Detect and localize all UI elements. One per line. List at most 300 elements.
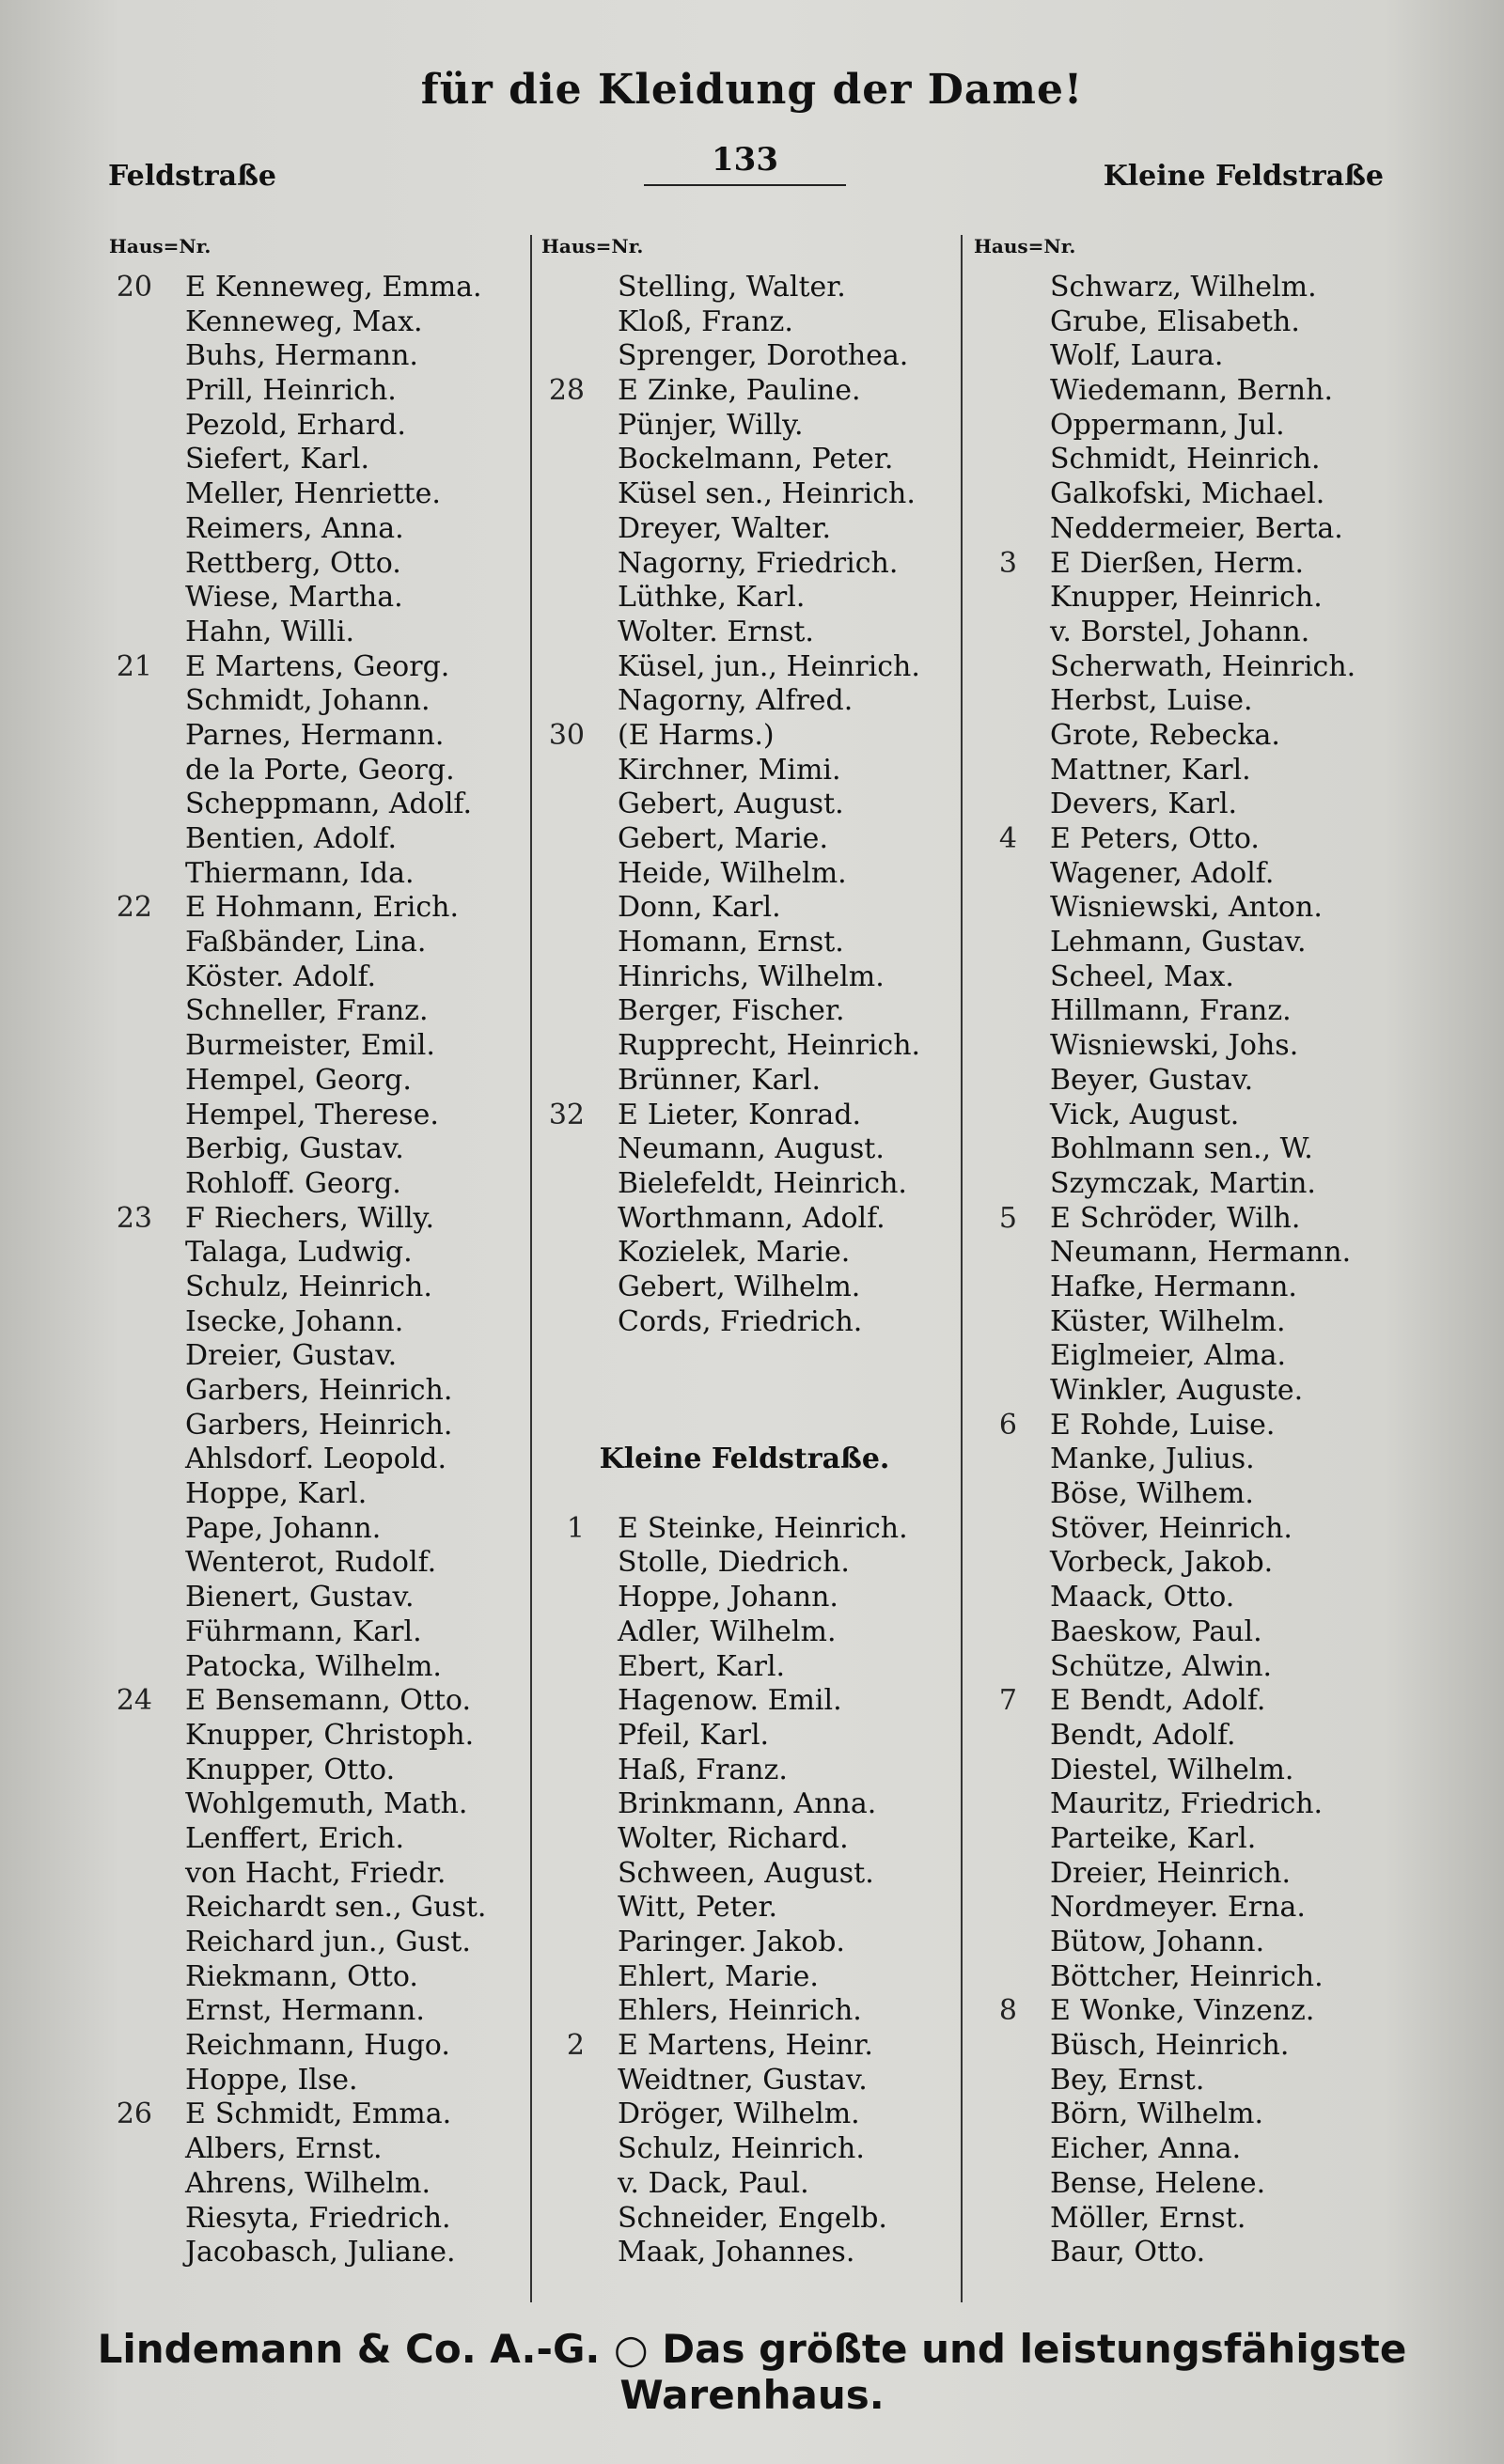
resident-name: Rettberg, Otto. (185, 546, 401, 580)
owner-marker: E (185, 649, 206, 683)
resident-entry (970, 305, 1384, 340)
resident-entry (538, 857, 951, 892)
resident-entry (970, 2098, 1384, 2132)
house-number: 4 (998, 822, 1017, 855)
resident-name: Weidtner, Gustav. (618, 2063, 868, 2097)
resident-name: Bendt, Adolf. (1050, 1718, 1236, 1752)
resident-entry (105, 684, 519, 719)
resident-name: Vick, August. (1050, 1098, 1240, 1131)
resident-name: Kozielek, Marie. (618, 1236, 851, 1270)
resident-entry (538, 650, 951, 685)
resident-entry (970, 1581, 1384, 1615)
resident-name: Dröger, Wilhelm. (618, 2098, 860, 2131)
resident-name: Faßbänder, Lina. (185, 926, 427, 959)
resident-name: Mauritz, Friedrich. (1050, 1787, 1324, 1821)
resident-name: Küsel sen., Heinrich. (618, 477, 916, 511)
page-number: 133 (644, 141, 846, 186)
resident-entry (105, 1822, 519, 1857)
resident-entry (105, 1202, 519, 1237)
resident-name: Hoppe, Ilse. (185, 2063, 358, 2097)
house-number: 21 (116, 649, 152, 683)
resident-entry (538, 1684, 951, 1719)
resident-entry (538, 754, 951, 788)
resident-entry (970, 1271, 1384, 1305)
resident-entry (970, 1167, 1384, 1202)
resident-name: Kenneweg, Max. (185, 304, 423, 338)
resident-entry (970, 788, 1384, 822)
resident-entry (538, 960, 951, 995)
resident-name: Scheel, Max. (1050, 959, 1234, 993)
resident-name: Wenterot, Rudolf. (185, 1546, 437, 1580)
resident-entry (105, 1684, 519, 1719)
owner-marker: E (618, 1511, 638, 1545)
resident-name: Dierßen, Herm. (1079, 546, 1305, 580)
resident-entry (970, 1546, 1384, 1581)
resident-name: Riechers, Willy. (213, 1201, 435, 1235)
resident-entry (105, 2064, 519, 2098)
resident-name: de la Porte, Georg. (185, 753, 455, 787)
resident-name: Baur, Otto. (1050, 2236, 1206, 2269)
spacer (538, 1477, 951, 1512)
resident-entry (105, 581, 519, 616)
resident-name: Möller, Ernst. (1050, 2201, 1246, 2235)
owner-marker: E (618, 374, 638, 408)
resident-entry (105, 339, 519, 374)
resident-name: Sprenger, Dorothea. (618, 339, 909, 373)
resident-entry (105, 2167, 519, 2202)
resident-entry (538, 2029, 951, 2064)
resident-name: Schneider, Engelb. (618, 2201, 887, 2235)
resident-name: Garbers, Heinrich. (185, 1374, 453, 1407)
resident-entry (105, 1443, 519, 1477)
resident-entry (105, 1271, 519, 1305)
resident-name: Riesyta, Friedrich. (185, 2201, 451, 2235)
resident-entry (105, 1512, 519, 1547)
resident-name: Böttcher, Heinrich. (1050, 1959, 1324, 1993)
resident-name: Grube, Elisabeth. (1050, 304, 1300, 338)
directory-column-2 (538, 235, 951, 2270)
owner-marker: E (185, 1684, 206, 1718)
resident-entry (970, 581, 1384, 616)
resident-entry (970, 1512, 1384, 1547)
house-number: 20 (116, 271, 152, 304)
resident-name: Brinkmann, Anna. (618, 1787, 877, 1821)
resident-entry (105, 754, 519, 788)
resident-name: Hoppe, Johann. (618, 1581, 838, 1614)
resident-entry (105, 1167, 519, 1202)
resident-entry (105, 1305, 519, 1340)
resident-name: Hempel, Therese. (185, 1098, 439, 1131)
resident-entry (538, 305, 951, 340)
resident-name: Maak, Johannes. (618, 2236, 855, 2269)
resident-entry (538, 581, 951, 616)
resident-entry (105, 857, 519, 892)
house-number: 22 (116, 891, 152, 925)
resident-entry (105, 512, 519, 547)
column-divider (530, 235, 532, 2302)
resident-name: Böse, Wilhem. (1050, 1477, 1254, 1511)
resident-name: Rupprecht, Heinrich. (618, 1029, 921, 1063)
resident-name: Steinke, Heinrich. (647, 1511, 908, 1545)
owner-marker: E (618, 1098, 638, 1131)
resident-name: Schütze, Alwin. (1050, 1649, 1273, 1683)
resident-name: Ernst, Hermann. (185, 1994, 425, 2028)
resident-entry (538, 1787, 951, 1822)
resident-entry (970, 1857, 1384, 1892)
resident-name: Schulz, Heinrich. (185, 1270, 432, 1303)
resident-entry (538, 1546, 951, 1581)
owner-marker: E (1050, 1408, 1071, 1442)
resident-name: Bienert, Gustav. (185, 1581, 415, 1614)
resident-name: Rohde, Luise. (1079, 1408, 1276, 1442)
resident-entry (105, 1064, 519, 1099)
resident-entry (538, 409, 951, 444)
resident-entry (105, 2132, 519, 2167)
resident-entry (538, 1132, 951, 1167)
owner-marker: E (1050, 822, 1071, 855)
resident-entry (538, 1202, 951, 1237)
resident-name: Witt, Peter. (618, 1891, 778, 1925)
resident-name: Bey, Ernst. (1050, 2063, 1205, 2097)
resident-entry (105, 1754, 519, 1788)
resident-name: Reichardt sen., Gust. (185, 1891, 487, 1925)
resident-name: (E Harms.) (618, 718, 775, 752)
resident-name: Schween, August. (618, 1856, 874, 1890)
resident-entry (105, 1132, 519, 1167)
resident-entry (105, 822, 519, 857)
resident-entry (538, 684, 951, 719)
resident-entry (105, 1374, 519, 1409)
resident-name: Lieter, Konrad. (647, 1098, 862, 1131)
resident-name: Martens, Georg. (214, 649, 450, 683)
resident-name: Jacobasch, Juliane. (185, 2236, 456, 2269)
column-heading: Haus=Nr. (109, 235, 212, 257)
resident-name: Dreier, Heinrich. (1050, 1856, 1292, 1890)
resident-name: Ehlert, Marie. (618, 1959, 819, 1993)
resident-name: Bockelmann, Peter. (618, 443, 894, 476)
resident-entry (538, 2098, 951, 2132)
resident-name: Knupper, Christoph. (185, 1718, 475, 1752)
owner-marker: E (185, 2098, 206, 2131)
resident-entry (538, 2132, 951, 2167)
resident-entry (970, 650, 1384, 685)
resident-name: Pünjer, Willy. (618, 408, 804, 442)
owner-marker: E (1050, 1994, 1071, 2028)
resident-name: Donn, Karl. (618, 891, 781, 925)
resident-name: Bendt, Adolf. (1079, 1684, 1266, 1718)
running-head-right: Kleine Feldstraße (1103, 160, 1384, 193)
resident-entry (970, 1754, 1384, 1788)
resident-entry (105, 443, 519, 477)
resident-name: Hoppe, Karl. (185, 1477, 368, 1511)
resident-entry (538, 2202, 951, 2237)
resident-name: Vorbeck, Jakob. (1050, 1546, 1274, 1580)
resident-entry (970, 512, 1384, 547)
resident-entry (970, 2202, 1384, 2237)
resident-name: Scherwath, Heinrich. (1050, 649, 1356, 683)
resident-name: Knupper, Heinrich. (1050, 581, 1323, 615)
resident-entry (105, 1960, 519, 1995)
resident-name: Schröder, Wilh. (1079, 1201, 1301, 1235)
resident-entry (538, 1719, 951, 1754)
owner-marker: E (185, 271, 206, 304)
resident-name: Galkofski, Michael. (1050, 477, 1325, 511)
resident-name: Wiedemann, Bernh. (1050, 374, 1333, 408)
resident-name: Köster. Adolf. (185, 959, 377, 993)
resident-entry (970, 926, 1384, 960)
resident-entry (970, 1822, 1384, 1857)
resident-name: Wolf, Laura. (1050, 339, 1224, 373)
resident-name: Wonke, Vinzenz. (1079, 1994, 1315, 2028)
resident-name: Grote, Rebecka. (1050, 718, 1280, 752)
resident-name: Nagorny, Friedrich. (618, 546, 899, 580)
resident-name: Buhs, Hermann. (185, 339, 418, 373)
resident-entry (538, 2236, 951, 2270)
resident-entry (970, 2064, 1384, 2098)
resident-name: Burmeister, Emil. (185, 1029, 435, 1063)
directory-column-1 (105, 235, 519, 2270)
resident-name: Scheppmann, Adolf. (185, 788, 472, 821)
resident-entry (538, 1960, 951, 1995)
resident-name: Neumann, August. (618, 1132, 885, 1166)
resident-name: Schwarz, Wilhelm. (1050, 271, 1317, 304)
resident-name: Schmidt, Johann. (185, 684, 431, 718)
resident-name: v. Borstel, Johann. (1050, 615, 1310, 648)
resident-entry (105, 2098, 519, 2132)
resident-name: Peters, Otto. (1079, 822, 1260, 855)
resident-name: Hafke, Hermann. (1050, 1270, 1297, 1303)
resident-name: Homann, Ernst. (618, 926, 844, 959)
resident-name: Pape, Johann. (185, 1511, 382, 1545)
house-number: 30 (548, 718, 585, 752)
resident-name: Worthmann, Adolf. (618, 1201, 885, 1235)
resident-entry (105, 1891, 519, 1926)
resident-name: Meller, Henriette. (185, 477, 441, 511)
resident-name: Haß, Franz. (618, 1753, 788, 1786)
resident-entry (105, 960, 519, 995)
resident-name: Hempel, Georg. (185, 1063, 412, 1097)
house-number: 24 (116, 1684, 152, 1718)
resident-entry (105, 1236, 519, 1271)
resident-entry (538, 339, 951, 374)
resident-entry (105, 994, 519, 1029)
resident-name: Küsel, jun., Heinrich. (618, 649, 920, 683)
resident-name: von Hacht, Friedr. (185, 1856, 446, 1890)
resident-entry (970, 1926, 1384, 1960)
resident-name: Wiese, Martha. (185, 581, 403, 615)
resident-name: Schulz, Heinrich. (618, 2132, 865, 2166)
resident-name: Parteike, Karl. (1050, 1821, 1257, 1855)
resident-name: Reichard jun., Gust. (185, 1926, 471, 1958)
resident-name: Szymczak, Martin. (1050, 1166, 1316, 1200)
resident-entry (105, 305, 519, 340)
resident-name: Eiglmeier, Alma. (1050, 1339, 1287, 1373)
resident-entry (538, 1099, 951, 1133)
resident-entry (970, 1443, 1384, 1477)
resident-entry (970, 271, 1384, 305)
resident-entry (970, 960, 1384, 995)
resident-entry (538, 512, 951, 547)
house-number: 26 (116, 2098, 152, 2131)
resident-entry (105, 2029, 519, 2064)
resident-name: Albers, Ernst. (185, 2132, 383, 2166)
resident-name: v. Dack, Paul. (618, 2166, 809, 2200)
resident-entry (970, 1960, 1384, 1995)
resident-name: Paringer. Jakob. (618, 1926, 845, 1958)
resident-entry (105, 2202, 519, 2237)
resident-name: Isecke, Johann. (185, 1304, 404, 1338)
resident-name: Kirchner, Mimi. (618, 753, 841, 787)
resident-entry (105, 1477, 519, 1512)
column-heading: Haus=Nr. (974, 235, 1076, 257)
resident-entry (970, 1615, 1384, 1650)
resident-entry (970, 1099, 1384, 1133)
resident-name: Nagorny, Alfred. (618, 684, 854, 718)
resident-name: Dreyer, Walter. (618, 511, 832, 545)
resident-name: Knupper, Otto. (185, 1753, 396, 1786)
resident-name: Wolter. Ernst. (618, 615, 814, 648)
resident-name: Führmann, Karl. (185, 1614, 422, 1648)
house-number: 5 (998, 1201, 1017, 1235)
resident-name: Hohmann, Erich. (214, 891, 459, 925)
resident-entry (538, 477, 951, 512)
resident-name: Berger, Fischer. (618, 994, 845, 1028)
resident-name: Kenneweg, Emma. (214, 271, 482, 304)
house-number: 1 (566, 1511, 585, 1545)
resident-name: Siefert, Karl. (185, 443, 369, 476)
resident-name: Ahrens, Wilhelm. (185, 2166, 431, 2200)
resident-name: Gebert, Wilhelm. (618, 1270, 861, 1303)
owner-marker: E (1050, 1684, 1071, 1718)
entry-list (538, 271, 951, 2270)
resident-name: Martens, Heinr. (647, 2029, 873, 2063)
column-divider (961, 235, 963, 2302)
house-number: 28 (548, 374, 585, 408)
resident-name: Stöver, Heinrich. (1050, 1511, 1292, 1545)
resident-name: Mattner, Karl. (1050, 753, 1251, 787)
resident-entry (538, 1512, 951, 1547)
resident-name: Pfeil, Karl. (618, 1718, 770, 1752)
entry-list (970, 271, 1384, 2270)
resident-entry (970, 1994, 1384, 2029)
resident-entry (538, 2167, 951, 2202)
resident-name: Baeskow, Paul. (1050, 1614, 1262, 1648)
house-number: 7 (998, 1684, 1017, 1718)
resident-name: Herbst, Luise. (1050, 684, 1253, 718)
resident-name: Lehmann, Gustav. (1050, 926, 1307, 959)
resident-entry (970, 1891, 1384, 1926)
resident-entry (538, 891, 951, 926)
resident-name: Bense, Helene. (1050, 2166, 1266, 2200)
resident-name: Riekmann, Otto. (185, 1959, 418, 1993)
resident-entry (105, 926, 519, 960)
resident-entry (538, 1271, 951, 1305)
resident-name: Hagenow. Emil. (618, 1684, 842, 1718)
resident-name: Oppermann, Jul. (1050, 408, 1285, 442)
spacer (538, 1409, 951, 1443)
resident-entry (105, 409, 519, 444)
resident-entry (970, 547, 1384, 582)
resident-name: Stelling, Walter. (618, 271, 846, 304)
resident-entry (970, 822, 1384, 857)
resident-entry (538, 1581, 951, 1615)
resident-entry (105, 1787, 519, 1822)
column-heading: Haus=Nr. (541, 235, 644, 257)
resident-entry (970, 1684, 1384, 1719)
resident-entry (970, 1029, 1384, 1064)
resident-entry (105, 1581, 519, 1615)
resident-entry (105, 547, 519, 582)
resident-entry (970, 1064, 1384, 1099)
resident-name: Hahn, Willi. (185, 615, 354, 648)
resident-name: Prill, Heinrich. (185, 374, 397, 408)
resident-entry (970, 891, 1384, 926)
resident-name: Börn, Wilhelm. (1050, 2098, 1263, 2131)
resident-entry (538, 1650, 951, 1685)
bottom-advertisement: Lindemann & Co. A.-G. ○ Das größte und leistungsfähigste Warenhaus. (97, 2326, 1407, 2418)
resident-name: Talaga, Ludwig. (185, 1236, 413, 1270)
resident-entry (970, 1374, 1384, 1409)
owner-marker: E (1050, 546, 1071, 580)
resident-name: Büsch, Heinrich. (1050, 2029, 1290, 2063)
resident-name: Cords, Friedrich. (618, 1304, 863, 1338)
resident-name: Eicher, Anna. (1050, 2132, 1242, 2166)
house-number: 23 (116, 1201, 152, 1235)
resident-name: Schneller, Franz. (185, 994, 429, 1028)
top-advertisement: für die Kleidung der Dame! (420, 66, 1084, 114)
resident-entry (538, 271, 951, 305)
resident-name: Zinke, Pauline. (647, 374, 861, 408)
resident-entry (105, 1719, 519, 1754)
resident-name: Ehlers, Heinrich. (618, 1994, 862, 2028)
resident-entry (538, 1236, 951, 1271)
entry-list (105, 271, 519, 2270)
resident-entry (105, 719, 519, 754)
resident-entry (105, 1029, 519, 1064)
resident-entry (105, 1926, 519, 1960)
resident-name: Diestel, Wilhelm. (1050, 1753, 1294, 1786)
resident-name: Lenffert, Erich. (185, 1821, 405, 1855)
resident-entry (970, 684, 1384, 719)
resident-entry (970, 857, 1384, 892)
resident-entry (538, 1615, 951, 1650)
resident-entry (970, 2236, 1384, 2270)
house-number: 8 (998, 1994, 1017, 2028)
resident-name: Berbig, Gustav. (185, 1132, 404, 1166)
resident-entry (105, 616, 519, 650)
resident-name: Devers, Karl. (1050, 788, 1238, 821)
resident-entry (538, 1029, 951, 1064)
resident-entry (970, 1236, 1384, 1271)
resident-entry (970, 1477, 1384, 1512)
resident-name: Schmidt, Emma. (214, 2098, 452, 2131)
house-number: 6 (998, 1408, 1017, 1442)
directory-column-3 (970, 235, 1384, 2270)
resident-entry (970, 409, 1384, 444)
resident-entry (538, 1822, 951, 1857)
resident-name: Garbers, Heinrich. (185, 1408, 453, 1442)
resident-name: Bensemann, Otto. (214, 1684, 472, 1718)
resident-entry (970, 1787, 1384, 1822)
resident-name: Rohloff. Georg. (185, 1166, 401, 1200)
resident-name: Wisniewski, Anton. (1050, 891, 1323, 925)
resident-entry (105, 1994, 519, 2029)
resident-name: Wagener, Adolf. (1050, 856, 1275, 890)
resident-entry (970, 994, 1384, 1029)
resident-name: Heide, Wilhelm. (618, 856, 847, 890)
resident-entry (538, 374, 951, 409)
resident-name: Dreier, Gustav. (185, 1339, 398, 1373)
